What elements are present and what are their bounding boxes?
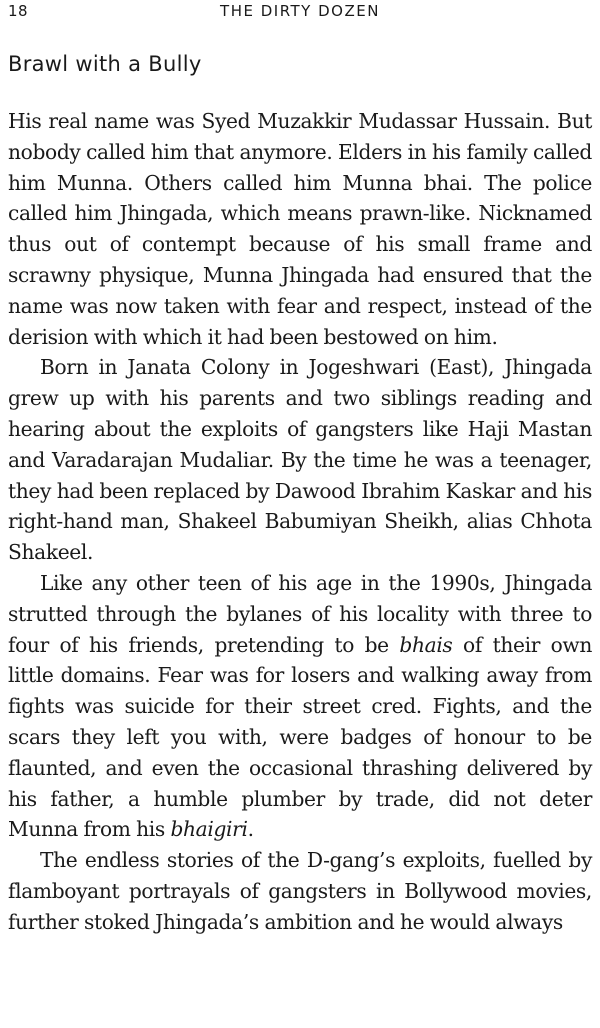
running-head [8, 2, 592, 24]
text-run: Like any other teen of his age in the 1990s, Jhingada strutted through the bylanes of his locality with three to four of his friends, pretending to be [8, 570, 592, 657]
italic-term: bhaigiri [170, 817, 248, 842]
body-text [8, 106, 592, 938]
text-run: . [247, 817, 254, 842]
text-run: His real name was Syed Muzakkir Mudassar Hussain. But nobody called him that anymore. Elders in his family called him Munna. Others called him Munna bhai. The police called him Jhingada, which means prawn-like. Nicknamed thus out of contempt because of his small frame and scrawny physique, Munna Jhingada had ensured that the name was now taken with fear and respect, instead of the derision with which it had been bestowed on him. [8, 109, 592, 349]
paragraph-1 [8, 106, 592, 352]
italic-term: bhais [399, 632, 453, 657]
text-run: The endless stories of the D-gang’s exploits, fuelled by flamboyant portrayals of gangsters in Bollywood movies, further stoked Jhingada’s ambition and he would always [8, 848, 592, 934]
paragraph-3 [8, 568, 592, 845]
paragraph-4 [8, 845, 592, 937]
page-number: 18 [8, 2, 29, 20]
text-run: of their own little domains. Fear was for losers and walking away from fights was suicide for their street cred. Fights, and the scars they left you with, were badges of honour to be flaunted, and even the occasional thrashing delivered by his father, a humble plumber by trade, did not deter Munna from his [8, 632, 592, 842]
paragraph-2 [8, 352, 592, 568]
section-heading: Brawl with a Bully [8, 52, 202, 76]
book-title: THE DIRTY DOZEN [220, 2, 380, 20]
text-run: Born in Janata Colony in Jogeshwari (East), Jhingada grew up with his parents and two siblings reading and hearing about the exploits of gangsters like Haji Mastan and Varadarajan Mudaliar. By the time he was a teenager, they had been replaced by Dawood Ibrahim Kaskar and his right-hand man, Shakeel Babumiyan Sheikh, alias Chhota Shakeel. [8, 355, 592, 565]
